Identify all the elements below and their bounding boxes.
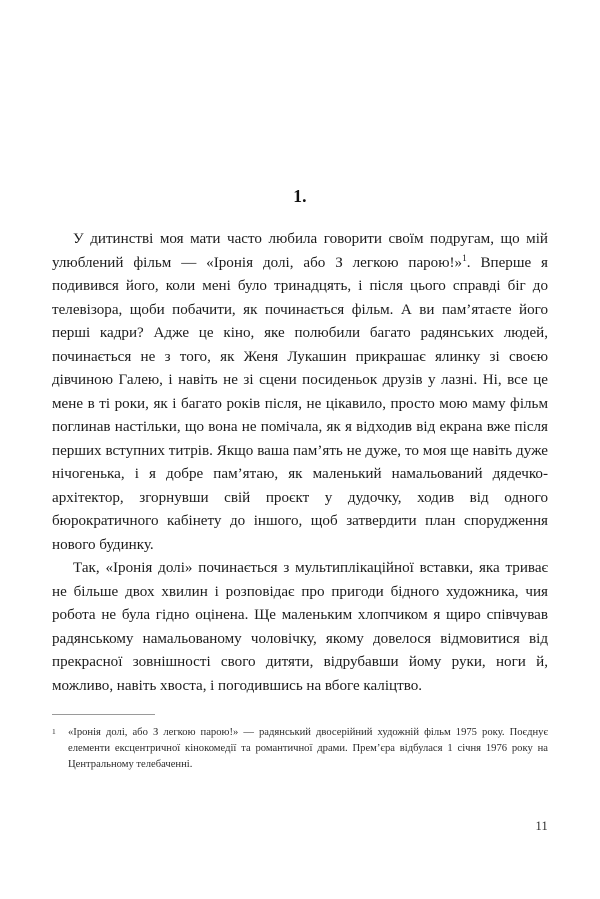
footnote-item xyxy=(52,725,548,773)
footnote-marker: 1 xyxy=(52,727,56,736)
chapter-heading: 1. xyxy=(293,186,307,206)
paragraph-1 xyxy=(52,228,548,557)
footnote-area xyxy=(52,714,548,773)
footnote-reference-marker[interactable]: 1 xyxy=(462,253,467,264)
footnote-text: «Іронія долі, або З легкою парою!» — радянський двосерійний художній фільм 1975 року. Поєднує елементи ексцентричної кінокомедії та романтичної драми. Прем’єра відбулася 1 січня 1976 року на Центральному телебаченні. xyxy=(68,727,548,770)
paragraph-1-part-before-footnote-ref: У дитинстві моя мати часто любила говорити своїм подругам, що мій улюблений фільм — «Іронія долі, або З легкою парою!» xyxy=(52,231,548,271)
paragraph-2: Так, «Іронія долі» починається з мультиплікаційної вставки, яка триває не більше двох хвилин і розповідає про пригоди бідного художника, чия робота не була гідно оцінена. Ще маленьким хлопчиком я щиро співчував радянському намальованому чоловічку, якому довелося відмовитися від прекрасної зовнішності свого дитяти, відрубавши йому руки, ноги й, можливо, навіть хвоста, і погодившись на вбоге каліцтво. xyxy=(52,560,548,694)
page-number: 11 xyxy=(535,819,548,833)
body-text-block xyxy=(52,228,548,698)
footnote-separator-rule xyxy=(52,714,155,715)
paragraph-1-part-after-footnote-ref: . Вперше я подивився його, коли мені було тринадцять, і після цього справді біг до телевізора, щоби побачити, як починається фільм. А ви пам’ятаєте його перші кадри? Адже це кіно, яке полюбили багато радянських людей, починається не з того, як Женя Лукашин прикрашає ялинку зі своєю дівчиною Галею, і навіть не зі сцени посиденьок друзів у лазні. Ні, все це мене в ті роки, як і багато років після, не цікавило, просто мою маму фільм поглинав настільки, що вона не помічала, як я відходив від екрана вже після перших вступних титрів. Якщо ваша пам’ять не дуже, то моя ще навіть дуже нічогенька, і я добре пам’ятаю, як маленький намальований дядечко-архітектор, згорнувши свій проєкт у дудочку, ходив від одного бюрократичного кабінету до іншого, щоб затвердити план спорудження нового будинку. xyxy=(52,254,549,553)
